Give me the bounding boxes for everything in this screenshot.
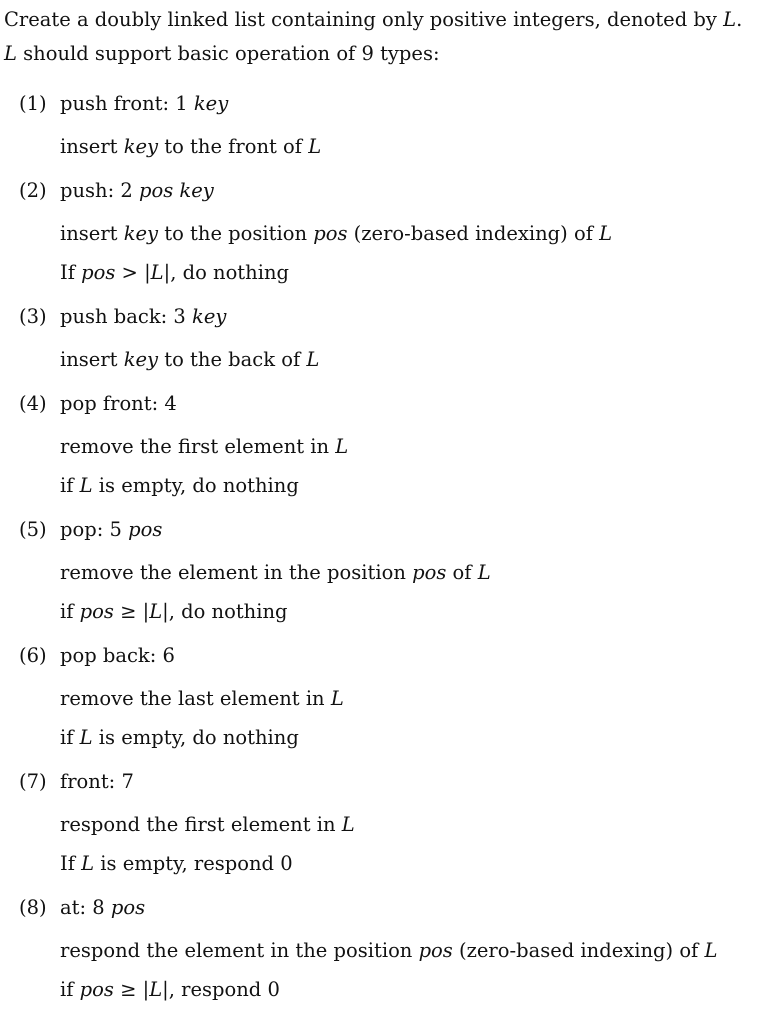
operation-arg: key <box>193 92 229 115</box>
operation-item-at <box>0 892 774 1018</box>
operation-item-pop <box>0 514 774 640</box>
list-variable: L <box>149 978 163 1001</box>
item-number: (7) <box>19 770 47 793</box>
cond-text: |, do nothing <box>162 600 288 623</box>
desc-text: remove the first element in <box>60 435 336 458</box>
desc-text: remove the element in the position <box>60 561 413 584</box>
operation-name: pop: 5 <box>60 518 129 541</box>
item-body <box>60 640 774 757</box>
item-body <box>60 88 774 166</box>
operation-description <box>60 931 774 970</box>
desc-text: remove the last element in <box>60 687 331 710</box>
cond-text: if <box>60 978 80 1001</box>
item-number: (5) <box>19 518 47 541</box>
item-number: (2) <box>19 179 47 202</box>
cond-variable: pos <box>79 600 114 623</box>
desc-text: respond the first element in <box>60 813 342 836</box>
desc-text: insert <box>60 135 124 158</box>
operation-signature <box>60 892 774 924</box>
operation-arg: pos <box>138 179 174 202</box>
desc-variable: pos <box>313 222 348 245</box>
intro-paragraph <box>4 3 774 71</box>
list-variable: L <box>81 852 95 875</box>
desc-text: to the back of <box>158 348 307 371</box>
list-variable: L <box>150 261 164 284</box>
operation-arg: key <box>179 179 214 202</box>
intro-text: . <box>736 8 743 31</box>
operation-description <box>60 553 774 592</box>
item-body <box>60 766 774 883</box>
list-variable: L <box>477 561 491 584</box>
cond-text: If <box>60 261 82 284</box>
item-body <box>60 892 774 1009</box>
intro-text: should support basic operation of 9 types: <box>16 42 440 65</box>
list-variable: L <box>79 726 93 749</box>
list-variable: L <box>149 600 163 623</box>
operation-signature <box>60 640 774 672</box>
operation-name: pop back: 6 <box>60 644 175 667</box>
list-variable: L <box>306 348 320 371</box>
item-body <box>60 388 774 505</box>
desc-variable: pos <box>412 561 447 584</box>
desc-text: (zero-based indexing) of <box>452 939 705 962</box>
desc-text: respond the element in the position <box>60 939 419 962</box>
item-body <box>60 514 774 631</box>
operation-name: front: 7 <box>60 770 134 793</box>
operation-description <box>60 127 774 166</box>
operation-condition <box>60 466 774 505</box>
operation-description <box>60 427 774 466</box>
desc-variable: key <box>123 222 159 245</box>
intro-line-1 <box>4 3 774 37</box>
operation-signature <box>60 388 774 420</box>
cond-text: |, do nothing <box>163 261 289 284</box>
cond-operator: ≥ | <box>113 978 150 1001</box>
operation-signature <box>60 301 774 333</box>
operation-description <box>60 214 774 253</box>
item-number: (4) <box>19 392 47 415</box>
intro-line-2 <box>4 37 774 71</box>
cond-text: is empty, do nothing <box>92 474 299 497</box>
operation-item-push-back <box>0 301 774 388</box>
operation-condition <box>60 253 774 292</box>
operation-signature <box>60 514 774 546</box>
operation-item-push-front <box>0 88 774 175</box>
cond-text: is empty, respond 0 <box>94 852 293 875</box>
operation-item-pop-back <box>0 640 774 766</box>
list-variable: L <box>330 687 344 710</box>
list-variable: L <box>79 474 93 497</box>
operation-name: push: 2 <box>60 179 139 202</box>
list-variable: L <box>341 813 355 836</box>
list-variable: L <box>335 435 349 458</box>
operation-arg: pos <box>110 896 146 919</box>
operation-description <box>60 340 774 379</box>
cond-text: If <box>60 852 82 875</box>
operation-item-front <box>0 766 774 892</box>
list-variable: L <box>308 135 322 158</box>
cond-operator: ≥ | <box>113 600 150 623</box>
item-number: (1) <box>19 92 47 115</box>
item-body <box>60 175 774 292</box>
cond-text: if <box>60 600 80 623</box>
operation-name: push back: 3 <box>60 305 193 328</box>
operation-arg: key <box>192 305 227 328</box>
operation-condition <box>60 592 774 631</box>
item-body <box>60 301 774 379</box>
cond-text: is empty, do nothing <box>92 726 299 749</box>
desc-variable: key <box>123 135 159 158</box>
desc-text: of <box>446 561 478 584</box>
operation-condition <box>60 844 774 883</box>
operation-signature <box>60 175 774 207</box>
operation-signature <box>60 766 774 798</box>
intro-text: Create a doubly linked list containing only positive integers, denoted by <box>4 8 724 31</box>
item-number: (3) <box>19 305 47 328</box>
desc-text: to the front of <box>158 135 309 158</box>
cond-operator: > | <box>115 261 151 284</box>
operations-list <box>0 88 774 1018</box>
desc-text: insert <box>60 222 124 245</box>
cond-variable: pos <box>79 978 114 1001</box>
list-variable: L <box>723 8 737 31</box>
list-variable: L <box>704 939 718 962</box>
cond-text: if <box>60 474 80 497</box>
operation-condition <box>60 970 774 1009</box>
operation-item-pop-front <box>0 388 774 514</box>
list-variable: L <box>599 222 613 245</box>
cond-text: if <box>60 726 80 749</box>
operation-condition <box>60 718 774 757</box>
operation-description <box>60 805 774 844</box>
cond-variable: pos <box>81 261 116 284</box>
operation-name: pop front: 4 <box>60 392 177 415</box>
item-number: (6) <box>19 644 47 667</box>
operation-item-push <box>0 175 774 301</box>
list-variable: L <box>4 42 17 65</box>
desc-variable: key <box>123 348 159 371</box>
operation-name: push front: 1 <box>60 92 194 115</box>
operation-signature <box>60 88 774 120</box>
cond-text: |, respond 0 <box>162 978 280 1001</box>
desc-text: insert <box>60 348 124 371</box>
desc-text: to the position <box>158 222 314 245</box>
item-number: (8) <box>19 896 47 919</box>
operation-arg: pos <box>128 518 163 541</box>
operation-name: at: 8 <box>60 896 111 919</box>
desc-text: (zero-based indexing) of <box>347 222 600 245</box>
desc-variable: pos <box>418 939 453 962</box>
operation-description <box>60 679 774 718</box>
